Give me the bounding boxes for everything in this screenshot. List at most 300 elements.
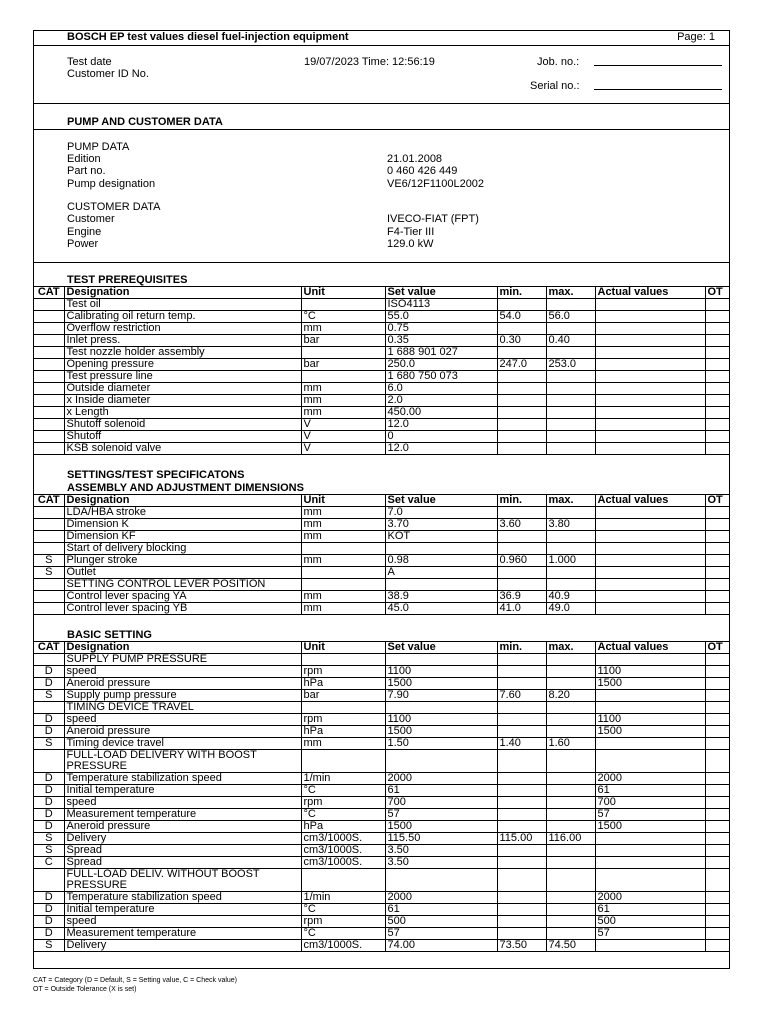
column-header: Set value bbox=[385, 642, 497, 654]
column-header: Unit bbox=[301, 495, 385, 507]
table-cell: 0.75 bbox=[385, 323, 497, 335]
table-row bbox=[34, 666, 729, 678]
table-cell: mm bbox=[301, 591, 385, 603]
table-cell bbox=[595, 395, 705, 407]
table-cell bbox=[497, 785, 546, 797]
table-cell: Test nozzle holder assembly bbox=[64, 347, 301, 359]
table-cell: 61 bbox=[385, 904, 497, 916]
part-no-label: Part no. bbox=[67, 165, 106, 177]
table-cell: Opening pressure bbox=[64, 359, 301, 371]
table-cell bbox=[705, 690, 729, 702]
table-cell bbox=[595, 311, 705, 323]
table-cell: 57 bbox=[595, 809, 705, 821]
table-cell: 61 bbox=[595, 904, 705, 916]
table-cell bbox=[595, 419, 705, 431]
table-cell: Delivery bbox=[64, 940, 301, 952]
table-cell bbox=[705, 579, 729, 591]
table-cell bbox=[705, 726, 729, 738]
job-no-field bbox=[594, 65, 722, 66]
table-cell: 1.50 bbox=[385, 738, 497, 750]
table-cell bbox=[546, 845, 595, 857]
table-cell bbox=[705, 603, 729, 615]
table-cell bbox=[705, 702, 729, 714]
table-cell bbox=[301, 299, 385, 311]
pump-designation-label: Pump designation bbox=[67, 178, 156, 190]
table-cell: Outside diameter bbox=[64, 383, 301, 395]
table-cell bbox=[546, 407, 595, 419]
table-row bbox=[34, 916, 729, 928]
divider bbox=[34, 103, 729, 104]
table-row bbox=[34, 726, 729, 738]
table-cell bbox=[497, 531, 546, 543]
table-cell: Control lever spacing YA bbox=[64, 591, 301, 603]
table-cell: rpm bbox=[301, 797, 385, 809]
table-cell: 8.20 bbox=[546, 690, 595, 702]
footer-category-note: CAT = Category (D = Default, S = Setting value, C = Check value) bbox=[33, 977, 238, 984]
column-header: Actual values bbox=[595, 287, 705, 299]
table-cell: D bbox=[34, 773, 64, 785]
table-cell: 6.0 bbox=[385, 383, 497, 395]
table-cell bbox=[301, 702, 385, 714]
table-row bbox=[34, 702, 729, 714]
table-cell bbox=[497, 407, 546, 419]
edition-label: Edition bbox=[67, 153, 101, 165]
table-cell: mm bbox=[301, 531, 385, 543]
table-cell: 45.0 bbox=[385, 603, 497, 615]
table-cell bbox=[705, 809, 729, 821]
table-cell bbox=[497, 845, 546, 857]
table-cell bbox=[705, 531, 729, 543]
table-cell: 1/min bbox=[301, 892, 385, 904]
table-cell: speed bbox=[64, 714, 301, 726]
table-cell bbox=[385, 750, 497, 773]
table-cell: 116.00 bbox=[546, 833, 595, 845]
table-cell bbox=[595, 591, 705, 603]
column-header: Designation bbox=[64, 287, 301, 299]
table-header-row bbox=[34, 287, 729, 299]
table-cell bbox=[595, 750, 705, 773]
table-cell bbox=[705, 821, 729, 833]
table-cell bbox=[497, 892, 546, 904]
table-cell bbox=[497, 654, 546, 666]
table-cell: 1500 bbox=[385, 726, 497, 738]
table-row bbox=[34, 750, 729, 773]
customer-data-heading: CUSTOMER DATA bbox=[67, 201, 161, 213]
table-cell bbox=[705, 857, 729, 869]
table-cell: Timing device travel bbox=[64, 738, 301, 750]
table-cell bbox=[705, 507, 729, 519]
table-row bbox=[34, 323, 729, 335]
table-cell bbox=[546, 857, 595, 869]
column-header: Actual values bbox=[595, 642, 705, 654]
table-cell: mm bbox=[301, 603, 385, 615]
table-cell: Shutoff bbox=[64, 431, 301, 443]
table-cell bbox=[705, 359, 729, 371]
table-cell bbox=[595, 702, 705, 714]
table-cell bbox=[595, 857, 705, 869]
table-cell bbox=[705, 419, 729, 431]
table-cell: speed bbox=[64, 666, 301, 678]
table-cell: D bbox=[34, 821, 64, 833]
table-cell: Test pressure line bbox=[64, 371, 301, 383]
table-cell bbox=[595, 299, 705, 311]
table-cell: 1 680 750 073 bbox=[385, 371, 497, 383]
table-cell: 73.50 bbox=[497, 940, 546, 952]
column-header: Set value bbox=[385, 495, 497, 507]
table-cell bbox=[301, 371, 385, 383]
table-cell: 0 bbox=[385, 431, 497, 443]
pump-designation-value: VE6/12F1100L2002 bbox=[387, 178, 485, 190]
table-cell: Plunger stroke bbox=[64, 555, 301, 567]
table-cell: mm bbox=[301, 395, 385, 407]
table-cell bbox=[705, 519, 729, 531]
table-cell: LDA/HBA stroke bbox=[64, 507, 301, 519]
table-cell: 1.000 bbox=[546, 555, 595, 567]
customer-value: IVECO-FIAT (FPT) bbox=[387, 213, 479, 225]
table-cell: Measurement temperature bbox=[64, 928, 301, 940]
table-cell: ISO4113 bbox=[385, 299, 497, 311]
table-cell bbox=[34, 603, 64, 615]
table-cell: x Inside diameter bbox=[64, 395, 301, 407]
table-cell bbox=[301, 579, 385, 591]
table-cell bbox=[595, 833, 705, 845]
table-cell bbox=[546, 773, 595, 785]
table-cell bbox=[385, 654, 497, 666]
table-cell: S bbox=[34, 690, 64, 702]
table-cell bbox=[301, 347, 385, 359]
table-cell: 1100 bbox=[595, 714, 705, 726]
table-cell: 56.0 bbox=[546, 311, 595, 323]
table-cell: D bbox=[34, 916, 64, 928]
table-row bbox=[34, 857, 729, 869]
table-cell bbox=[497, 371, 546, 383]
table-cell: 57 bbox=[385, 928, 497, 940]
footer-ot-note: OT = Outside Tolerance (X is set) bbox=[33, 986, 137, 993]
table-cell: 57 bbox=[595, 928, 705, 940]
table-cell bbox=[705, 347, 729, 359]
table-cell: 247.0 bbox=[497, 359, 546, 371]
customer-id-label: Customer ID No. bbox=[67, 68, 149, 80]
table-cell bbox=[497, 323, 546, 335]
table-cell: 0.960 bbox=[497, 555, 546, 567]
table-cell: Delivery bbox=[64, 833, 301, 845]
table-cell bbox=[705, 773, 729, 785]
table-cell bbox=[705, 395, 729, 407]
table-cell bbox=[497, 809, 546, 821]
table-cell: °C bbox=[301, 311, 385, 323]
table-row bbox=[34, 654, 729, 666]
table-cell bbox=[546, 323, 595, 335]
table-row bbox=[34, 690, 729, 702]
job-no-label: Job. no.: bbox=[537, 56, 580, 68]
table-cell bbox=[705, 833, 729, 845]
table-cell: 7.60 bbox=[497, 690, 546, 702]
table-cell bbox=[595, 519, 705, 531]
table-cell bbox=[595, 335, 705, 347]
table-cell bbox=[705, 785, 729, 797]
table-cell bbox=[546, 567, 595, 579]
table-row bbox=[34, 567, 729, 579]
table-cell: rpm bbox=[301, 666, 385, 678]
table-row bbox=[34, 714, 729, 726]
table-cell: speed bbox=[64, 916, 301, 928]
table-cell bbox=[301, 543, 385, 555]
table-cell bbox=[595, 383, 705, 395]
table-cell: 0.30 bbox=[497, 335, 546, 347]
table-row bbox=[34, 311, 729, 323]
table-cell bbox=[34, 347, 64, 359]
table-row bbox=[34, 785, 729, 797]
table-row bbox=[34, 579, 729, 591]
table-cell: 57 bbox=[385, 809, 497, 821]
table-row bbox=[34, 678, 729, 690]
table-row bbox=[34, 555, 729, 567]
table-cell: 12.0 bbox=[385, 443, 497, 455]
table-cell bbox=[497, 395, 546, 407]
table-cell: Dimension KF bbox=[64, 531, 301, 543]
table-cell: S bbox=[34, 845, 64, 857]
table-cell bbox=[497, 726, 546, 738]
column-header: max. bbox=[546, 642, 595, 654]
table-cell: cm3/1000S. bbox=[301, 940, 385, 952]
table-cell: Temperature stabilization speed bbox=[64, 773, 301, 785]
power-value: 129.0 kW bbox=[387, 238, 434, 250]
test-report-frame bbox=[33, 30, 730, 969]
table-cell: 1500 bbox=[595, 821, 705, 833]
table-cell: mm bbox=[301, 738, 385, 750]
table-cell: Test oil bbox=[64, 299, 301, 311]
column-header: OT bbox=[705, 287, 729, 299]
table-cell: bar bbox=[301, 690, 385, 702]
table-cell: FULL-LOAD DELIV. WITHOUT BOOST PRESSURE bbox=[64, 869, 301, 892]
table-cell bbox=[595, 347, 705, 359]
divider bbox=[34, 262, 729, 263]
table-cell bbox=[546, 678, 595, 690]
table-cell: 3.70 bbox=[385, 519, 497, 531]
table-cell: Spread bbox=[64, 857, 301, 869]
table-cell bbox=[546, 347, 595, 359]
table-cell bbox=[705, 654, 729, 666]
table-row bbox=[34, 395, 729, 407]
column-header: CAT bbox=[34, 495, 64, 507]
basic-heading: BASIC SETTING bbox=[67, 629, 152, 641]
prereq-heading: TEST PREREQUISITES bbox=[67, 274, 188, 286]
table-cell: Aneroid pressure bbox=[64, 678, 301, 690]
table-cell bbox=[705, 431, 729, 443]
report-title: BOSCH EP test values diesel fuel-injection equipment bbox=[67, 31, 349, 43]
table-cell bbox=[34, 531, 64, 543]
table-cell: 38.9 bbox=[385, 591, 497, 603]
table-cell: 12.0 bbox=[385, 419, 497, 431]
table-cell bbox=[705, 335, 729, 347]
table-cell: Shutoff solenoid bbox=[64, 419, 301, 431]
table-cell: Dimension K bbox=[64, 519, 301, 531]
table-cell: 500 bbox=[595, 916, 705, 928]
table-row bbox=[34, 443, 729, 455]
table-row bbox=[34, 407, 729, 419]
table-cell bbox=[546, 809, 595, 821]
table-cell bbox=[705, 892, 729, 904]
table-cell bbox=[705, 904, 729, 916]
table-cell: 2.0 bbox=[385, 395, 497, 407]
table-cell: 49.0 bbox=[546, 603, 595, 615]
table-cell: 253.0 bbox=[546, 359, 595, 371]
table-cell bbox=[595, 654, 705, 666]
table-cell: rpm bbox=[301, 714, 385, 726]
table-cell bbox=[34, 299, 64, 311]
table-cell bbox=[546, 654, 595, 666]
table-cell: 1 688 901 027 bbox=[385, 347, 497, 359]
table-cell: 700 bbox=[385, 797, 497, 809]
table-cell: Control lever spacing YB bbox=[64, 603, 301, 615]
table-cell: 0.40 bbox=[546, 335, 595, 347]
serial-no-field bbox=[594, 89, 722, 90]
table-cell bbox=[705, 714, 729, 726]
table-cell bbox=[34, 407, 64, 419]
table-row bbox=[34, 797, 729, 809]
table-cell: S bbox=[34, 940, 64, 952]
table-cell bbox=[34, 443, 64, 455]
part-no-value: 0 460 426 449 bbox=[387, 165, 458, 177]
table-cell bbox=[497, 797, 546, 809]
table-cell: bar bbox=[301, 359, 385, 371]
table-cell bbox=[705, 869, 729, 892]
table-cell bbox=[546, 395, 595, 407]
table-cell: D bbox=[34, 666, 64, 678]
table-cell bbox=[34, 591, 64, 603]
table-cell: 1100 bbox=[385, 714, 497, 726]
table-row bbox=[34, 543, 729, 555]
pump-customer-heading: PUMP AND CUSTOMER DATA bbox=[67, 116, 223, 128]
table-cell bbox=[385, 543, 497, 555]
table-cell bbox=[546, 904, 595, 916]
table-cell bbox=[497, 714, 546, 726]
column-header: OT bbox=[705, 642, 729, 654]
table-cell: 54.0 bbox=[497, 311, 546, 323]
table-row bbox=[34, 773, 729, 785]
table-cell: Start of delivery blocking bbox=[64, 543, 301, 555]
table-cell: SUPPLY PUMP PRESSURE bbox=[64, 654, 301, 666]
table-cell: 3.60 bbox=[497, 519, 546, 531]
test-date-label: Test date bbox=[67, 56, 112, 68]
table-cell bbox=[705, 543, 729, 555]
table-cell: hPa bbox=[301, 678, 385, 690]
table-row bbox=[34, 928, 729, 940]
table-cell: mm bbox=[301, 383, 385, 395]
table-cell: S bbox=[34, 833, 64, 845]
table-row bbox=[34, 603, 729, 615]
table-cell: °C bbox=[301, 904, 385, 916]
table-cell bbox=[497, 431, 546, 443]
table-cell bbox=[595, 940, 705, 952]
table-cell bbox=[497, 857, 546, 869]
page-number: Page: 1 bbox=[677, 31, 715, 43]
table-cell: 1100 bbox=[595, 666, 705, 678]
table-cell: FULL-LOAD DELIVERY WITH BOOST PRESSURE bbox=[64, 750, 301, 773]
column-header: max. bbox=[546, 495, 595, 507]
table-cell: D bbox=[34, 785, 64, 797]
table-cell bbox=[705, 407, 729, 419]
table-cell bbox=[497, 904, 546, 916]
table-cell: 7.90 bbox=[385, 690, 497, 702]
serial-no-label: Serial no.: bbox=[530, 80, 580, 92]
prereq-table bbox=[34, 286, 729, 455]
test-date-value: 19/07/2023 Time: 12:56:19 bbox=[304, 56, 435, 68]
table-cell bbox=[301, 654, 385, 666]
table-cell bbox=[497, 507, 546, 519]
table-cell bbox=[595, 507, 705, 519]
table-cell bbox=[546, 928, 595, 940]
table-cell: 41.0 bbox=[497, 603, 546, 615]
table-cell bbox=[497, 821, 546, 833]
table-row bbox=[34, 371, 729, 383]
table-cell: 74.50 bbox=[546, 940, 595, 952]
table-cell bbox=[34, 419, 64, 431]
table-cell bbox=[497, 579, 546, 591]
table-cell: Measurement temperature bbox=[64, 809, 301, 821]
table-cell: mm bbox=[301, 519, 385, 531]
table-cell: Aneroid pressure bbox=[64, 726, 301, 738]
table-cell bbox=[385, 869, 497, 892]
table-cell bbox=[546, 726, 595, 738]
table-cell: Overflow restriction bbox=[64, 323, 301, 335]
column-header: CAT bbox=[34, 287, 64, 299]
table-row bbox=[34, 359, 729, 371]
table-cell bbox=[546, 869, 595, 892]
table-cell bbox=[705, 928, 729, 940]
table-cell bbox=[595, 371, 705, 383]
table-cell bbox=[595, 738, 705, 750]
table-cell bbox=[34, 383, 64, 395]
table-cell bbox=[497, 773, 546, 785]
table-cell bbox=[546, 702, 595, 714]
table-cell: 2000 bbox=[595, 773, 705, 785]
table-cell: Outlet bbox=[64, 567, 301, 579]
table-cell: D bbox=[34, 726, 64, 738]
table-cell bbox=[595, 443, 705, 455]
table-cell: 1500 bbox=[595, 678, 705, 690]
column-header: Actual values bbox=[595, 495, 705, 507]
table-cell: cm3/1000S. bbox=[301, 857, 385, 869]
table-header-row bbox=[34, 642, 729, 654]
table-cell: cm3/1000S. bbox=[301, 845, 385, 857]
table-cell bbox=[595, 567, 705, 579]
table-cell bbox=[595, 579, 705, 591]
table-cell: Initial temperature bbox=[64, 785, 301, 797]
table-cell bbox=[595, 407, 705, 419]
table-row bbox=[34, 335, 729, 347]
divider bbox=[34, 45, 729, 46]
table-cell: 3.80 bbox=[546, 519, 595, 531]
table-cell: D bbox=[34, 797, 64, 809]
table-cell: S bbox=[34, 738, 64, 750]
column-header: Designation bbox=[64, 495, 301, 507]
table-cell bbox=[546, 543, 595, 555]
table-cell bbox=[301, 750, 385, 773]
table-cell bbox=[497, 443, 546, 455]
table-cell bbox=[595, 869, 705, 892]
table-cell bbox=[497, 567, 546, 579]
table-row bbox=[34, 869, 729, 892]
table-cell: 1.60 bbox=[546, 738, 595, 750]
table-row bbox=[34, 519, 729, 531]
table-cell bbox=[497, 750, 546, 773]
settings-table bbox=[34, 494, 729, 615]
table-cell bbox=[546, 666, 595, 678]
table-cell: KSB solenoid valve bbox=[64, 443, 301, 455]
table-cell: 250.0 bbox=[385, 359, 497, 371]
column-header: Set value bbox=[385, 287, 497, 299]
